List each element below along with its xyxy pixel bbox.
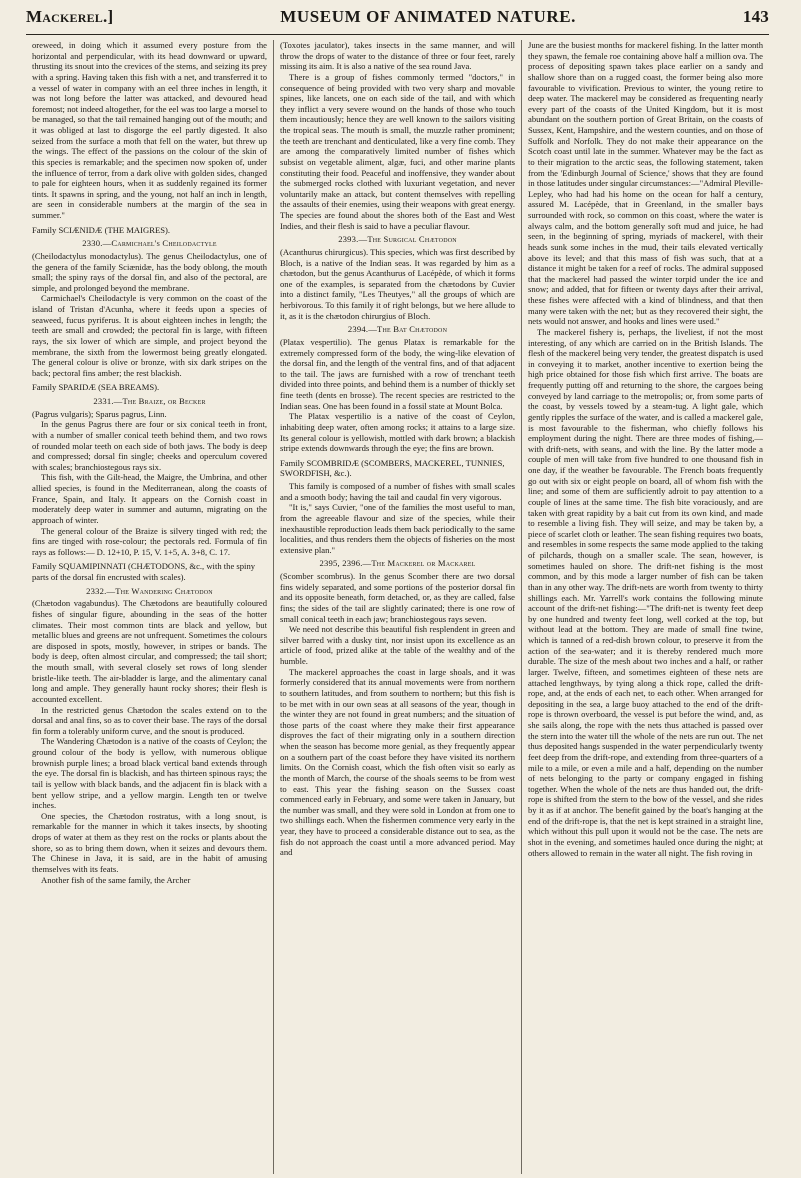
paragraph: June are the busiest months for mackerel fishing. In the latter month they spawn, the female roe containing above half a million ova. The process of depositing spawn takes place earlier on a sandy and shallow shore than on a rugged coast, the former being also more favourable to vivification. Previous to winter, the young retire to deep water. The mackerel may be considered as frequenting nearly every part of the coasts of the United Kingdom, but it is most abundant on the southern portion of Great Britain, on the coasts of Sussex, Kent, Hampshire, and the western counties, and on those of Suffolk and Norfolk. They do not make their appearance on the Scotch coast until late in the summer. Whatever may be the fact as to their migration to the arctic seas, the following statement, taken from the 'Edinburgh Journal of Science,' shows that they are found in those latitudes under singular circumstances:—"Admiral Pleville-Lepley, who had had his home on the ocean for half a century, assured M. Lacépède, that in Greenland, in the smaller bays surrounded with rock, so common on this coast, where the water is always calm, and the bottom generally soft mud and juice, he had seen, in the beginning of spring, myriads of mackerel, with their heads sunk some inches in the mud, their tails elevated vertically above its level; and that this mass of fish was such, that at a distance it might be taken for a reef of rocks. The admiral supposed that the mackerel had passed the winter torpid under the ice and snow; and added, that for fifteen or twenty days after their arrival, these fishes were affected with a kind of blindness, and that then many were taken with the net; but as they recovered their sight, the nets would not answer, and hooks and lines were used." (528, 40, 764, 327)
paragraph: The mackerel approaches the coast in large shoals, and it was formerly considered that its annual movements were from northern to southern latitudes, and from southern to northern; but this fish is to be met with in our own seas at all seasons of the year, though in the winter they are not found in great numbers; and the situation of those parts of the coast where they make their first appearance disproves the fact of their migrating only in a southern direction when the season has become more genial, as they frequently appear on a southern part of the coast before they have visited its northern limits. On the Cornish coast, which the fish often visit so early as the month of March, the course of the shoals seems to be from west to east. This year the fishing season on the Sussex coast commenced early in February, and some were taken in January, but the number was small, and they were sold in London at from one to two shillings each. When the fishermen commence very early in the year, they have to proceed a considerable distance out to sea, as the fish do not approach the coast until a more advanced period. May and (280, 666, 515, 858)
header-section-title: Mackerel.] (26, 7, 114, 26)
paragraph: (Pagrus vulgaris); Sparus pagrus, Linn. (32, 408, 167, 419)
paragraph: (Toxotes jaculator), takes insects in the same manner, and will throw the drops of water to the distance of three or four feet, rarely missing its aim. It is also a native of the sea round Java. (280, 40, 515, 72)
paragraph: (Platax vespertilio). The genus Platax is remarkable for the extremely compressed form of the body, the wing-like elevation of the dorsal fin, and the length of the ventral fins, and of that adjacent to the tail. The jaws are furnished with a row of trenchant teeth divided into three points, and behind them is a number of thickly set fine teeth (dents en brosse). The recent species are restricted to the Indian seas. One has been found in a fossil state at Mount Bolca. (280, 336, 515, 411)
column-right (521, 40, 769, 1174)
paragraph: (Scomber scombrus). In the genus Scomber there are two dorsal fins widely separated, and some portions of the posterior dorsal fin and its opposite beneath, form detached, or, as they are called, false fins; the sides of the tail are slightly carinated; there is one row of small conical teeth in each jaw; branchiostegous rays seven. (280, 571, 515, 624)
paragraph: Another fish of the same family, the Archer (41, 874, 191, 885)
item-heading: 2331.—The Braize, or Becker (93, 396, 206, 406)
family-heading: Family SCIÆNIDÆ (THE MAIGRES). (32, 224, 170, 235)
paragraph: One species, the Chætodon rostratus, with a long snout, is remarkable for the manner in which it takes insects, by shooting drops of water at them as they rest on the rocks or plants about the shore, so as to bring them down, when it seizes and devours them. The Chinese in Java, it is said, are in the habit of amusing themselves with its feats. (32, 810, 267, 874)
paragraph: There is a group of fishes commonly termed "doctors," in consequence of being provided with two very sharp and movable spines, like lancets, one on each side of the tail, and with which they inflict a very severe wound on the hands of those who touch them incautiously; hence they are well known to the sailors visiting the tropical seas. The mouth is small, the muzzle rather prominent; the teeth are trenchant and denticulated, like a very fine comb. They are among the comparatively limited number of fishes which subsist on vegetable aliment, algæ, fuci, and other marine plants constituting their food. Peaceful and inoffensive, they wander about the submerged rocks clothed with luxuriant vegetation, and never voluntarily make an attack, but content themselves with repelling the assaults of their enemies, using their weapons with great energy. The species are found about the shores both of the East and West Indies, and their flesh is said to have a peculiar flavour. (280, 71, 515, 231)
paragraph: This fish, with the Gilt-head, the Maigre, the Umbrina, and other allied species, is found in the Mediterranean, along the coasts of France, Spain, and Italy. It appears on the Cornish coast in moderately deep water in summer and autumn, migrating on the approach of winter. (32, 472, 267, 525)
item-heading: 2395, 2396.—The Mackerel or Mackarel (319, 558, 476, 569)
paragraph: The Platax vespertilio is a native of the coast of Ceylon, inhabiting deep water, often among rocks; it attains to a large size. Its general colour is yellowish, mottled with dark brown; a blackish stripe extends downwards through the eye; the fins are brown. (280, 411, 515, 454)
paragraph: In the genus Pagrus there are four or six conical teeth in front, with a number of smaller conical teeth behind them, and two rows of rounded molar teeth on each side of both jaws. The body is deep and compressed; dorsal fin single; cheeks and operculum covered with scales; branchiostegous rays six. (32, 419, 267, 472)
paragraph: Carmichael's Cheilodactyle is very common on the coast of the island of Tristan d'Acunha, where it feeds upon a species of seaweed, fucus pyriferus. It is about eighteen inches in length; the teeth are small and crowded; the pectoral fin is large, with fifteen rays, the six lower of which are simple, and project beyond the membrane, the sixth from the lowermost being greatly elongated. The general colour is olive or bronze, with six dark stripes on the back; pectoral fins amber; the rest blackish. (32, 293, 267, 378)
family-heading: Family SCOMBRIDÆ (SCOMBERS, MACKEREL, TUNNIES, SWORDFISH, &c.). (280, 457, 505, 479)
paragraph: The mackerel fishery is, perhaps, the liveliest, if not the most interesting, of any which are carried on in the British Islands. The flesh of the mackerel being very tender, the greatest dispatch is used in conveying it to market, another incentive to exertion being the high price obtained for those fish which first arrive. The boats are frequently putting off and returning to the shore, the cargoes being conveyed by land carriage to the metropolis; or, from some parts of the coast, by vessels towed by a steam-tug. A light gale, which gently ripples the surface of the water, and is called a mackerel gale, is most favourable to the fisherman, who chiefly follows his employment during the night. There are three modes of fishing,—with drift-nets, with seans, and with the line. By the latter mode a couple of men will take from five hundred to one thousand fish in one day, if the weather be favourable. The French boats frequently go out with six or eight people on board, all of whom fish with the line; and some of them are sufficiently adroit to pay attention to a couple of lines at the same time. The fish bite voraciously, and are taken with great rapidity by a bait cut from its own kind, and made to resemble a living fish. They will seize, and may be taken by, a piece of scarlet cloth or leather. The sean fishing requires two boats, and resembles in some respects the same mode applied to the taking of pilchards, though on a smaller scale. The sean, however, is sometimes hauled on shore. The drift-net fishing is the most common, and by this mode a larger number of fish can be taken than in any other way. The drift-nets are worth from twenty to thirty shillings each. Mr. Yarrell's work contains the following minute account of the drift-net fishing:—"The drift-net is twenty feet deep by one hundred and twenty feet long, well corked at the top, but without lead at the bottom. They are made of small fine twine, which is tanned of a red-dish brown colour, to preserve it from the action of the sea-water; and it is thereby rendered much more durable. The size of the mesh about two inches and a half, or rather larger. Twelve, fifteen, and sometimes eighteen of these nets are attached lengthways, by tying along a thick rope, called the drift-rope, and, at the ends of each net, to each other. When arranged for depositing in the sea, a large buoy attached to the end of the drift-rope is thrown overboard, the vessel is put before the wind, and, as she sails along, the rope with the nets thus attached is passed over the stern into the water till the whole of the nets are run out. The net thus deposited hangs suspended in the water perpendicularly twenty feet deep from the drift-rope, and extending from three-quarters of a mile to a mile, or even a mile and a half, depending on the number of nets belonging to the party or company engaged in fishing together. When the whole of the nets are thus handed out, the drift-rope is shifted from the stern to the bow of the vessel, and she rides by it as if at anchor. The benefit gained by the boat's hanging at the end of the drift-rope is, that the net is kept strained in a straight line, which without this pull upon it would not be the case. The nets are shot in the evening, and sometimes hauled once during the night; at others allowed to remain in the water all night. The fish roving in (528, 326, 763, 858)
column-middle (273, 40, 521, 1174)
paragraph: "It is," says Cuvier, "one of the families the most useful to man, from the agreeable flavour and size of the species, while their inexhaustible reproduction leads them back periodically to the same localities, and thus renders them the objects of fisheries on the most extensive plan." (280, 502, 515, 555)
paragraph: The Wandering Chætodon is a native of the coasts of Ceylon; the ground colour of the body is yellow, with numerous oblique brownish purple lines; a broad black vertical band extends through the eye. The dorsal fin is blackish, and has thirteen spinous rays; the tail is yellow with black bands, and the adjacent fin is black with a bent yellow stripe, and a yellow margin. Length ten or twelve inches. (32, 736, 267, 811)
family-heading: Family SQUAMIPINNATI (CHÆTODONS, &c., with the spiny parts of the dorsal fin encrusted with scales). (32, 561, 256, 582)
text-columns (26, 40, 769, 1174)
paragraph: The general colour of the Braize is silvery tinged with red; the fins are tinged with rose-colour; the pectorals red. Formula of fin rays as follows:— D. 12+10, P. 15, V. 1+5, A. 3+8, C. 17. (32, 525, 267, 557)
column-left (26, 40, 273, 1174)
paragraph: This family is composed of a number of fishes with small scales and a smooth body; having the tail and caudal fin very vigorous. (280, 481, 515, 502)
paragraph: In the restricted genus Chætodon the scales extend on to the dorsal and anal fins, so as to cover their base. The rays of the dorsal fin form a tolerably uniform curve, and the snout is produced. (32, 704, 267, 736)
item-heading: 2393.—The Surgical Chætodon (338, 234, 457, 245)
paragraph: (Cheilodactylus monodactylus). The genus Cheilodactylus, one of the genera of the family Sciænidæ, has the body oblong, the mouth small; the spiny rays of the dorsal fin, and also of the pectoral, are simple, and prolonged beyond the membrane. (32, 250, 267, 293)
paragraph: (Acanthurus chirurgicus). This species, which was first described by Bloch, is a native of the Indian seas. It was regarded by him as a chætodon, but the genus Acanthurus of Lacépède, of which it forms one of the examples, is separated from the chætodons by Cuvier into a distinct family, "Les Theutyes," all the groups of which are herbivorous. To this family it of right belongs, but we here allude to it, as it is the chætodon chirurgius of Bloch. (280, 246, 515, 321)
paragraph: oreweed, in doing which it assumed every posture from the horizontal and perpendicular, with its head downward or upward, thrusting its snout into the crevices of the stems, and seizing its prey with a spring. Having taken this fish with a net, and transferred it to a vessel of water in company with an eel three inches in length, it was not long before the latter was attacked, and devoured head foremost; not indeed altogether, for the eel was too large a morsel to be managed, so that the tail remained hanging out of the mouth; and it was obliged at last to disgorge the eel partly digested. It also seized from the surface a moth that fell on the water, but threw up the wings. The effect of the passions on the colour of the skin of this species is remarkable; and the specimen now spoken of, under the influence of terror, from a dark olive with golden sides, changed to pale for eighteen hours, when it as suddenly regained its former tints. It spawns in spring, and the young, not half an inch in length, are seen in considerable numbers at the margin of the sea in summer." (32, 40, 267, 220)
item-heading: 2394.—The Bat Chætodon (347, 324, 448, 335)
paragraph: We need not describe this beautiful fish resplendent in green and silver barred with a dusky tint, nor insist upon its excellence as an article of food, prized alike at the table of the wealthy and of the humble. (280, 624, 515, 666)
family-heading: Family SPARIDÆ (SEA BREAMS). (32, 382, 160, 393)
item-heading: 2332.—The Wandering Chætodon (86, 585, 213, 596)
item-heading: 2330.—Carmichael's Cheilodactyle (82, 238, 217, 249)
paragraph: (Chætodon vagabundus). The Chætodons are beautifully coloured fishes of singular figure, abounding in the seas of the hotter climates. Their most common tints are black and yellow, but metallic blues and greens are not unfrequent. Sometimes the colours are disposed in spots, mostly, however, in stripes or bands. The body is deep, often almost circular, and compressed; the tail short; the mouth small, with several closely set rows of long slender bristle-like teeth. The air-bladder is large, and the alimentary canal long and ample. They generally haunt rocky shores; their flesh is accounted excellent. (32, 598, 267, 704)
page-number: 143 (742, 7, 769, 26)
running-header (26, 0, 769, 35)
header-book-title: MUSEUM OF ANIMATED NATURE. (280, 7, 576, 26)
